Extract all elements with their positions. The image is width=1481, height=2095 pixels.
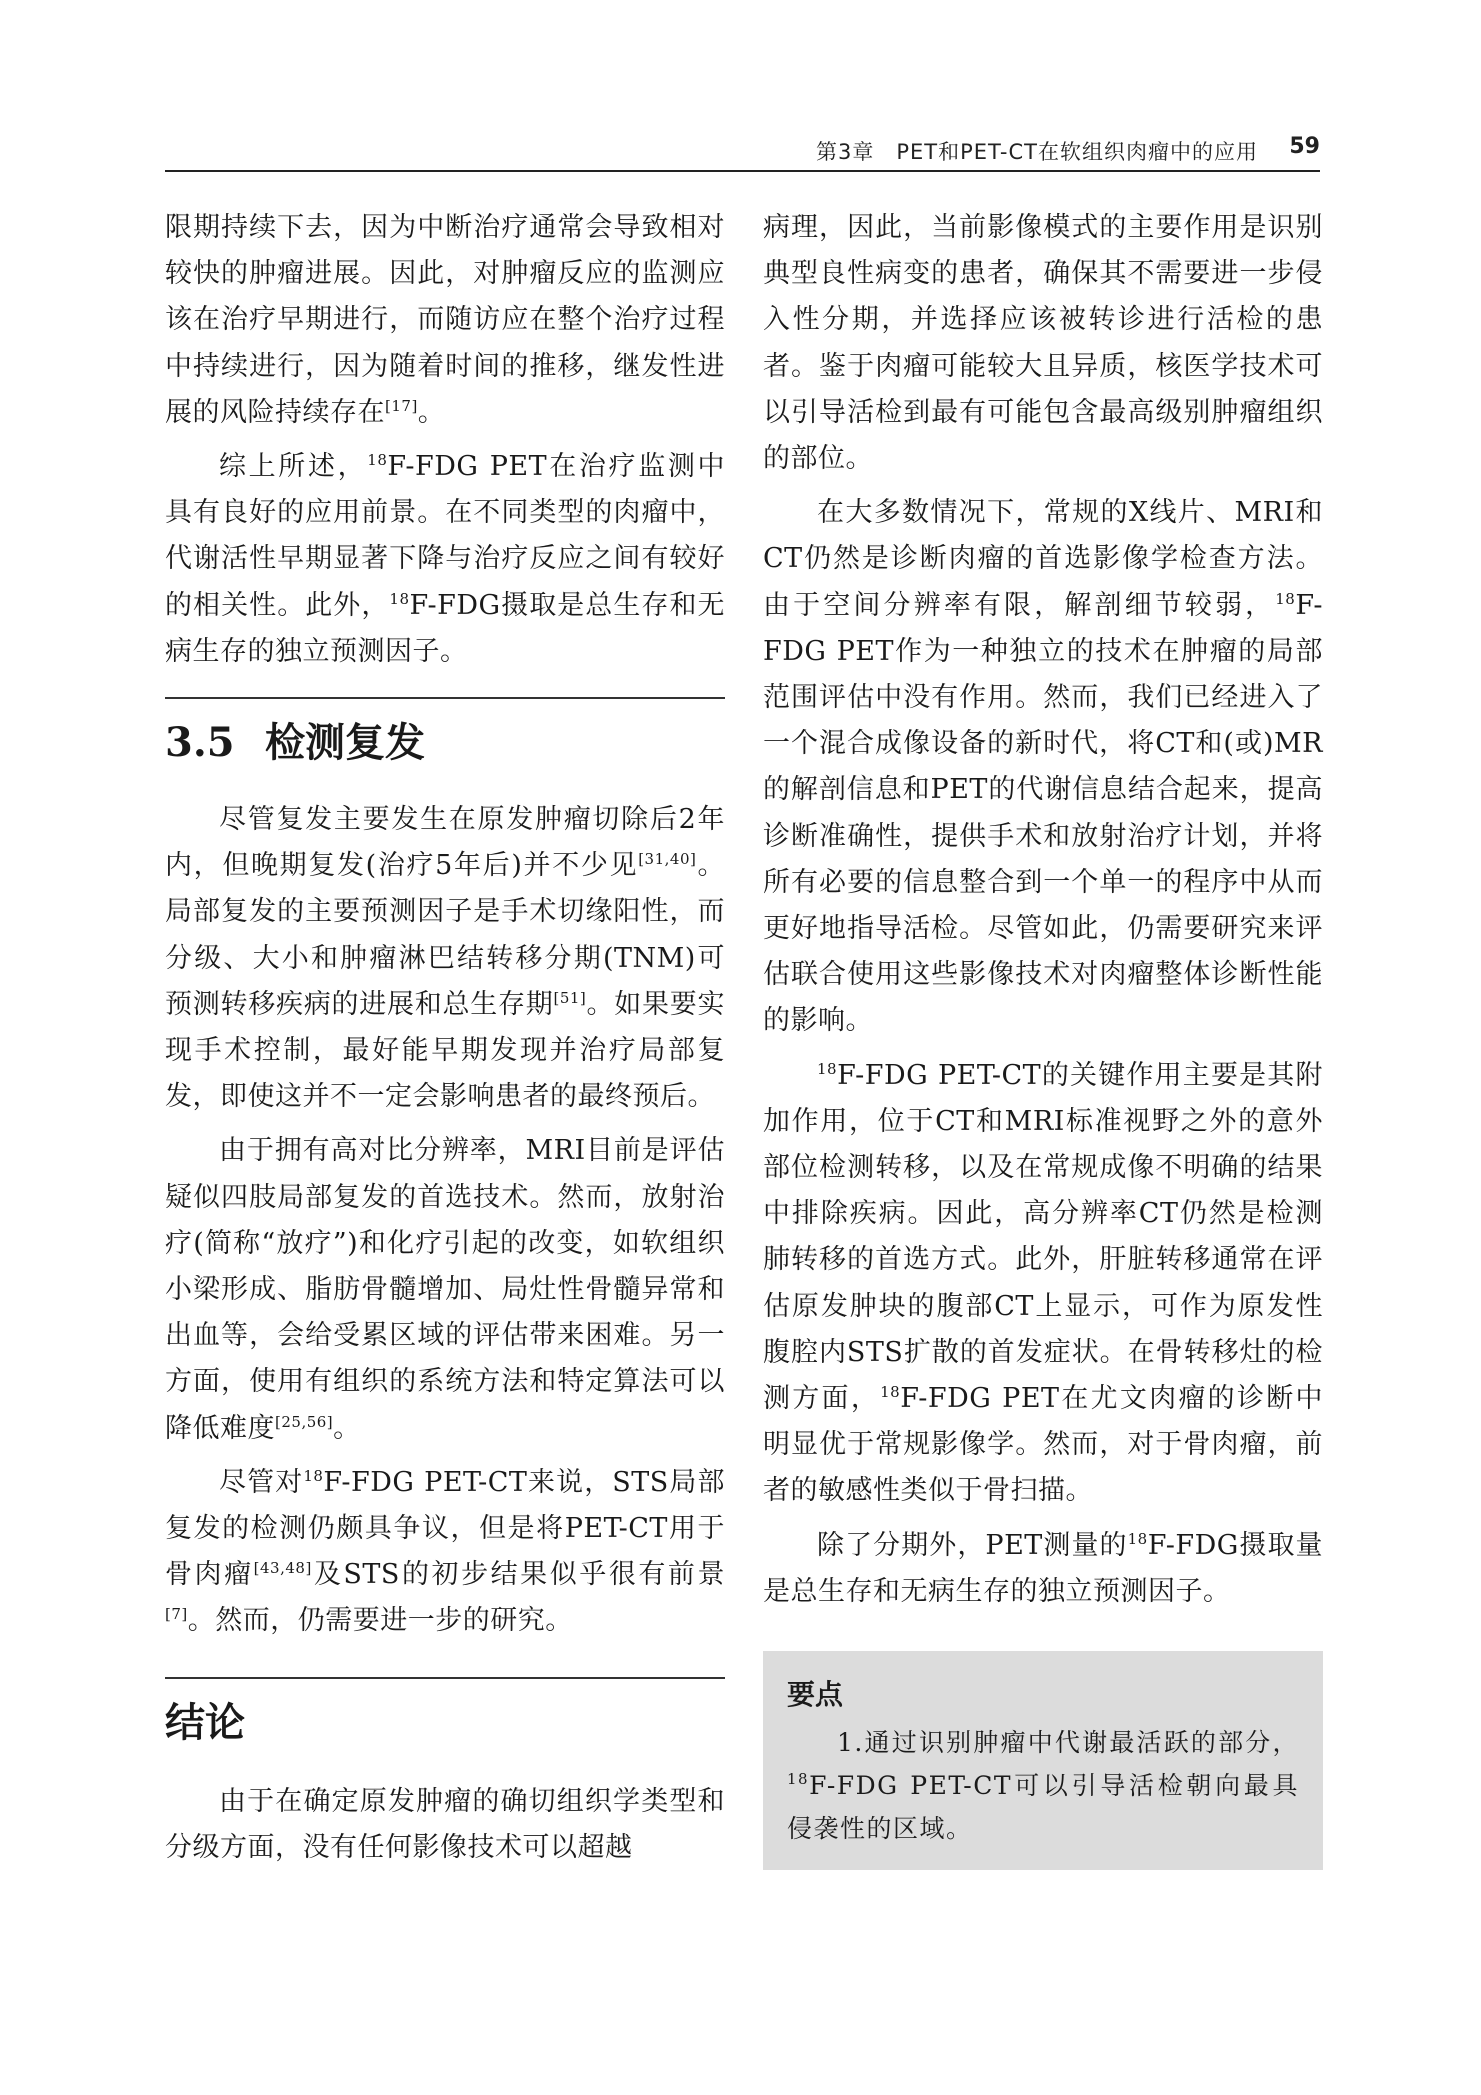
left-column bbox=[165, 205, 725, 1879]
citation: [31,40] bbox=[638, 850, 697, 869]
paragraph: 由于在确定原发肿瘤的确切组织学类型和分级方面，没有任何影像技术可以超越 bbox=[165, 1785, 725, 1863]
right-column bbox=[763, 205, 1323, 1870]
running-header bbox=[165, 130, 1320, 172]
paragraph: 由于拥有高对比分辨率，MRI目前是评估疑似四肢局部复发的首选技术。然而，放射治疗(简称“放疗”)和化疗引起的改变，如软组织小梁形成、脂肪骨髓增加、局灶性骨髓异常和出血等，会给受累区域的评估带来困难。另一方面，使用有组织的系统方法和特定算法可以降低难度[25,56]。 bbox=[165, 1135, 725, 1444]
paragraph: 在大多数情况下，常规的X线片、MRI和CT仍然是诊断肉瘤的首选影像学检查方法。由于空间分辨率有限，解剖细节较弱，$^{18}$F-FDG PET作为一种独立的技术在肿瘤的局部范围评估中没有作用。然而，我们已经进入了一个混合成像设备的新时代，将CT和(或)MR的解剖信息和PET的代谢信息结合起来，提高诊断准确性，提供手术和放射治疗计划，并将所有必要的信息整合到一个单一的程序中从而更好地指导活检。尽管如此，仍需要研究来评估联合使用这些影像技术对肉瘤整体诊断性能的影响。 bbox=[763, 497, 1323, 1037]
section-title: 检测复发 bbox=[265, 719, 425, 767]
paragraph: 限期持续下去，因为中断治疗通常会导致相对较快的肿瘤进展。因此，对肿瘤反应的监测应该在治疗早期进行，而随访应在整个治疗过程中持续进行，因为随着时间的推移，继发性进展的风险持续存在[17]。 bbox=[165, 212, 725, 428]
citation: [7] bbox=[165, 1605, 188, 1624]
citation: [17] bbox=[385, 396, 418, 415]
citation: [51] bbox=[553, 988, 587, 1007]
citation: [43,48] bbox=[253, 1559, 312, 1578]
paragraph: 除了分期外，PET测量的$^{18}$F-FDG摄取量是总生存和无病生存的独立预测因子。 bbox=[763, 1529, 1324, 1607]
key-point-item: 1.通过识别肿瘤中代谢最活跃的部分，$^{18}$F-FDG PET-CT可以引导活检朝向最具侵袭性的区域。 bbox=[787, 1728, 1299, 1844]
section-number: 3.5 bbox=[165, 719, 235, 767]
paragraph: $^{18}$F-FDG PET-CT的关键作用主要是其附加作用，位于CT和MRI标准视野之外的意外部位检测转移，以及在常规成像不明确的结果中排除疾病。因此，高分辨率CT仍然是检测肺转移的首选方式。此外，肝脏转移通常在评估原发肿块的腹部CT上显示，可作为原发性腹腔内STS扩散的首发症状。在骨转移灶的检测方面，$^{18}$F-FDG PET在尤文肉瘤的诊断中明显优于常规影像学。然而，对于骨肉瘤，前者的敏感性类似于骨扫描。 bbox=[763, 1059, 1324, 1507]
section-heading bbox=[165, 697, 725, 769]
page-number: 59 bbox=[1289, 134, 1320, 159]
paragraph: 病理，因此，当前影像模式的主要作用是识别典型良性病变的患者，确保其不需要进一步侵入性分期，并选择应该被转诊进行活检的患者。鉴于肉瘤可能较大且异质，核医学技术可以引导活检到最有可能包含最高级别肿瘤组织的部位。 bbox=[763, 212, 1323, 475]
paragraph: 尽管复发主要发生在原发肿瘤切除后2年内，但晚期复发(治疗5年后)并不少见[31,40]。局部复发的主要预测因子是手术切缘阳性，而分级、大小和肿瘤淋巴结转移分期(TNM)可预测转移疾病的进展和总生存期[51]。如果要实现手术控制，最好能早期发现并治疗局部复发，即使这并不一定会影响患者的最终预后。 bbox=[165, 804, 726, 1113]
citation: [25,56] bbox=[275, 1412, 334, 1431]
chapter-title: 第3章 PET和PET-CT在软组织肉瘤中的应用 bbox=[815, 140, 1258, 164]
key-points-box bbox=[763, 1651, 1323, 1870]
paragraph: 尽管对$^{18}$F-FDG PET-CT来说，STS局部复发的检测仍颇具争议，但是将PET-CT用于骨肉瘤[43,48]及STS的初步结果似乎很有前景[7]。然而，仍需要进一步的研究。 bbox=[165, 1466, 726, 1637]
conclusion-heading: 结论 bbox=[165, 1677, 725, 1749]
paragraph: 综上所述，$^{18}$F-FDG PET在治疗监测中具有良好的应用前景。在不同类型的肉瘤中，代谢活性早期显著下降与治疗反应之间有较好的相关性。此外，$^{18}$F-FDG摄取是总生存和无病生存的独立预测因子。 bbox=[165, 451, 726, 667]
key-points-title: 要点 bbox=[787, 1678, 844, 1712]
